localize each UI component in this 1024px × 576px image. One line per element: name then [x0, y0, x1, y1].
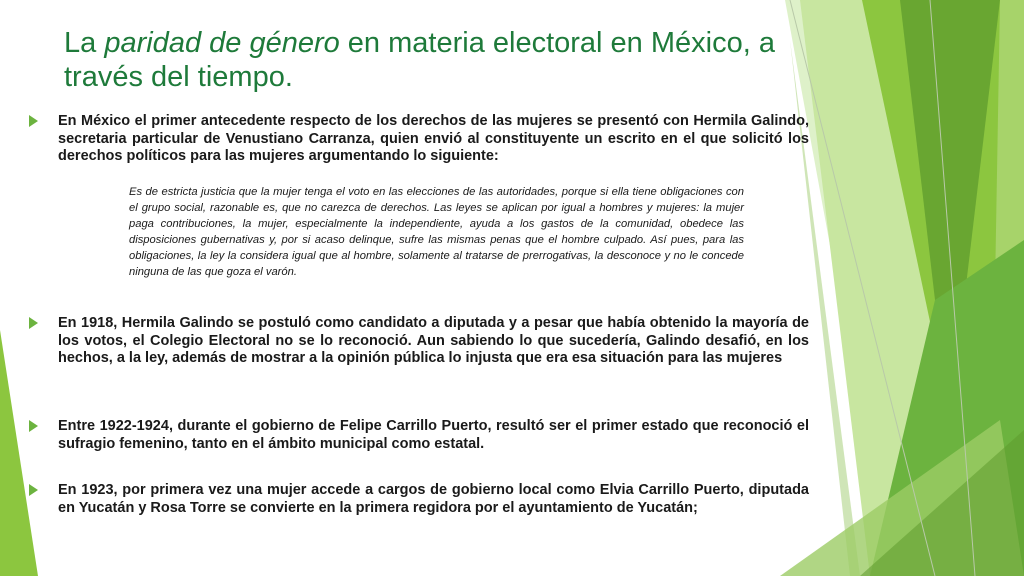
title-italic-emphasis: paridad de género: [104, 27, 340, 59]
bullet-item: [29, 482, 809, 517]
bullet-text: En México el primer antecedente respecto de los derechos de las mujeres se presentó con Hermila Galindo, secretaria particular de Venustiano Carranza, quien envió al constituyente un escrito en el que solicitó los derechos políticos para las mujeres argumentando lo siguiente:: [58, 113, 809, 164]
slide-title: La paridad de género en materia electoral en México, a través del tiempo.: [64, 27, 775, 93]
bullet-arrow-icon: [29, 484, 38, 496]
bullet-arrow-icon: [29, 420, 38, 432]
quote-block: Es de estricta justicia que la mujer tenga el voto en las elecciones de las autoridades, porque si ella tiene obligaciones con el grupo social, razonable es, que no carezca de derechos. Las leyes se aplican por igual a hombres y mujeres: la mujer paga contribuciones, la mujer, especialmente la independiente, ayuda a los gastos de la comunidad, obedece las disposiciones gubernativas y, por si acaso delinque, sufre las mismas penas que el hombre culpado. Así pues, para las obligaciones, la ley la considera igual que al hombre, solamente al tratarse de prerrogativas, la desconoce y no le concede ninguna de las que goza el varón.: [129, 186, 744, 279]
bullet-text: Entre 1922-1924, durante el gobierno de Felipe Carrillo Puerto, resultó ser el primer estado que reconoció el sufragio femenino, tanto en el ámbito municipal como estatal.: [58, 418, 809, 452]
bullet-arrow-icon: [29, 115, 38, 127]
bullet-text: En 1923, por primera vez una mujer accede a cargos de gobierno local como Elvia Carrillo Puerto, diputada en Yucatán y Rosa Torre se convierte en la primera regidora por el ayuntamiento de Yucatán;: [58, 482, 809, 516]
bullet-arrow-icon: [29, 317, 38, 329]
bullet-text: En 1918, Hermila Galindo se postuló como candidato a diputada y a pesar que había obtenido la mayoría de los votos, el Colegio Electoral no se lo reconoció. Aun sabiendo lo que sucedería, Galindo desafió, en los hechos, a la ley, además de mostrar a la opinión pública lo injusta que era esa situación para las mujeres: [58, 315, 809, 366]
bullet-item: [29, 113, 809, 166]
bullet-item: [29, 418, 809, 453]
bullet-item: [29, 315, 809, 368]
